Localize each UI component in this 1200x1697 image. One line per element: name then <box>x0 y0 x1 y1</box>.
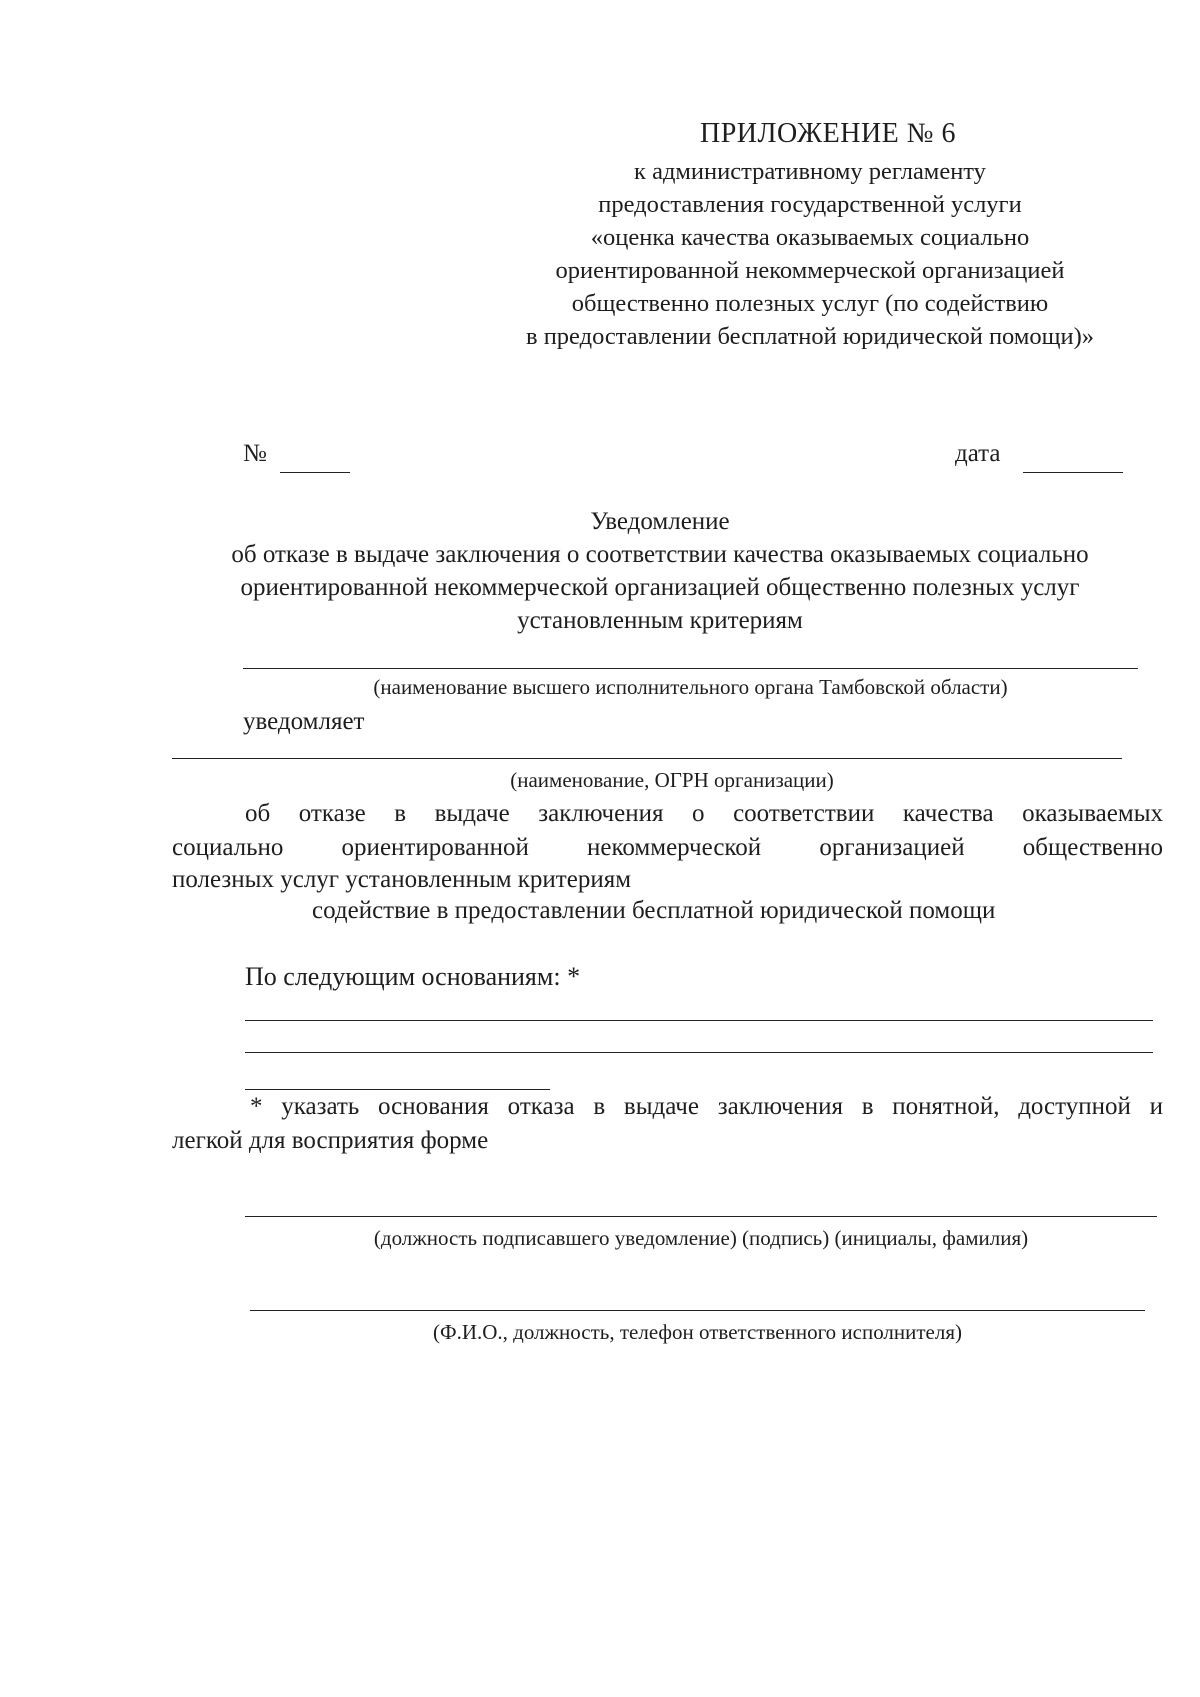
appendix-reference-line: к административному регламенту <box>634 158 986 185</box>
appendix-reference <box>480 155 1140 353</box>
refusal-line <box>245 800 1163 828</box>
footnote-line <box>250 1093 1163 1121</box>
refusal-line <box>172 834 1163 862</box>
refusal-line-2-text: социально ориентированной некоммерческой организацией общественно <box>172 834 1163 861</box>
appendix-reference-line: «оценка качества оказываемых социально <box>590 224 1030 251</box>
refusal-line-1-text: об отказе в выдаче заключения о соответствии качества оказываемых <box>245 800 1163 827</box>
signature-blank-line <box>245 1216 1157 1217</box>
authority-caption: (наименование высшего исполнительного органа Тамбовской области) <box>373 675 1008 699</box>
footnote-separator <box>245 1089 550 1090</box>
grounds-blank-line-2 <box>245 1052 1153 1053</box>
notice-title: Уведомление <box>590 508 730 535</box>
appendix-reference-line: в предоставлении бесплатной юридической помощи)» <box>526 323 1094 350</box>
footnote-line-2-text: легкой для восприятия форме <box>172 1127 489 1154</box>
notifies-text: уведомляет <box>243 708 365 735</box>
organization-blank-line <box>172 758 1122 759</box>
date-label: дата <box>955 440 1001 467</box>
notice-subtitle-line: об отказе в выдаче заключения о соответствии качества оказываемых социально <box>231 541 1089 568</box>
number-blank-line <box>280 472 350 473</box>
date-blank-line <box>1023 472 1123 473</box>
appendix-reference-line: ориентированной некоммерческой организацией <box>555 257 1065 284</box>
number-label: № <box>243 440 267 467</box>
notice-heading <box>160 505 1160 637</box>
refusal-line-1 <box>245 800 1163 828</box>
appendix-reference-line: общественно полезных услуг (по содействию <box>571 290 1049 317</box>
organization-caption: (наименование, ОГРН организации) <box>510 768 834 792</box>
refusal-line-3-text: полезных услуг установленным критериям <box>172 866 632 893</box>
notice-subtitle-line: ориентированной некоммерческой организацией общественно полезных услуг <box>240 574 1080 601</box>
appendix-title: ПРИЛОЖЕНИЕ № 6 <box>700 118 956 149</box>
executor-caption: (Ф.И.О., должность, телефон ответственного исполнителя) <box>432 1320 963 1344</box>
service-name: содействие в предоставлении бесплатной юридической помощи <box>312 897 996 924</box>
footnote-line-1-text: * указать основания отказа в выдаче заключения в понятной, доступной и <box>250 1093 1163 1120</box>
executor-blank-line <box>250 1310 1145 1311</box>
appendix-reference-line: предоставления государственной услуги <box>598 191 1022 218</box>
authority-blank-line <box>243 668 1138 669</box>
grounds-label: По следующим основаниям: * <box>245 962 581 991</box>
grounds-blank-line-1 <box>245 1020 1153 1021</box>
signature-caption: (должность подписавшего уведомление) (подпись) (инициалы, фамилия) <box>373 1226 1029 1250</box>
notice-subtitle-line: установленным критериям <box>517 607 803 634</box>
